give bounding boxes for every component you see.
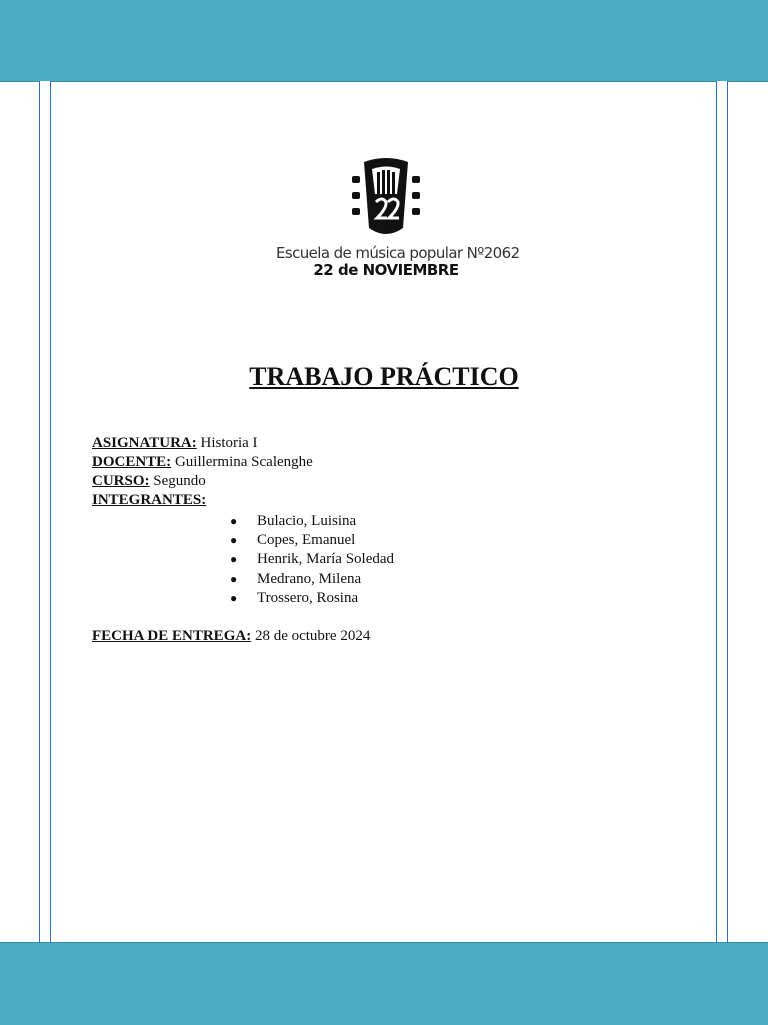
guitar-headstock-logo-icon xyxy=(350,156,422,238)
list-item: ● Trossero, Rosina xyxy=(230,589,394,608)
asignatura-label: ASIGNATURA: xyxy=(92,435,197,451)
document-title: TRABAJO PRÁCTICO xyxy=(249,362,519,391)
school-name-line1: Escuela de música popular Nº2062 xyxy=(276,244,520,262)
asignatura-value: Historia I xyxy=(200,435,258,451)
integrantes-row xyxy=(92,491,206,510)
right-border-rail xyxy=(716,81,728,1024)
fecha-row xyxy=(92,627,370,646)
school-logo xyxy=(276,156,520,280)
bullet-icon: ● xyxy=(230,571,238,586)
curso-value: Segundo xyxy=(153,473,206,489)
asignatura-row xyxy=(92,434,258,453)
footer-band xyxy=(0,942,768,1025)
list-item: ● Henrik, María Soledad xyxy=(230,550,394,569)
school-name-line2: 22 de NOVIEMBRE xyxy=(313,261,459,279)
list-item: ● Copes, Emanuel xyxy=(230,531,394,550)
list-item: ● Bulacio, Luisina xyxy=(230,512,394,531)
fecha-label: FECHA DE ENTREGA: xyxy=(92,628,252,644)
integrantes-label: INTEGRANTES: xyxy=(92,492,207,508)
left-border-rail xyxy=(39,81,51,1024)
bullet-icon: ● xyxy=(230,552,238,567)
bullet-icon: ● xyxy=(230,533,238,548)
curso-label: CURSO: xyxy=(92,473,150,489)
docente-value: Guillermina Scalenghe xyxy=(174,454,313,470)
integrantes-list xyxy=(230,512,394,608)
list-item: ● Medrano, Milena xyxy=(230,570,394,589)
bullet-icon: ● xyxy=(230,590,238,605)
curso-row xyxy=(92,472,206,491)
bullet-icon: ● xyxy=(230,514,238,528)
docente-label: DOCENTE: xyxy=(92,454,172,470)
docente-row xyxy=(92,453,313,472)
fecha-value: 28 de octubre 2024 xyxy=(254,628,371,644)
header-band xyxy=(0,0,768,82)
